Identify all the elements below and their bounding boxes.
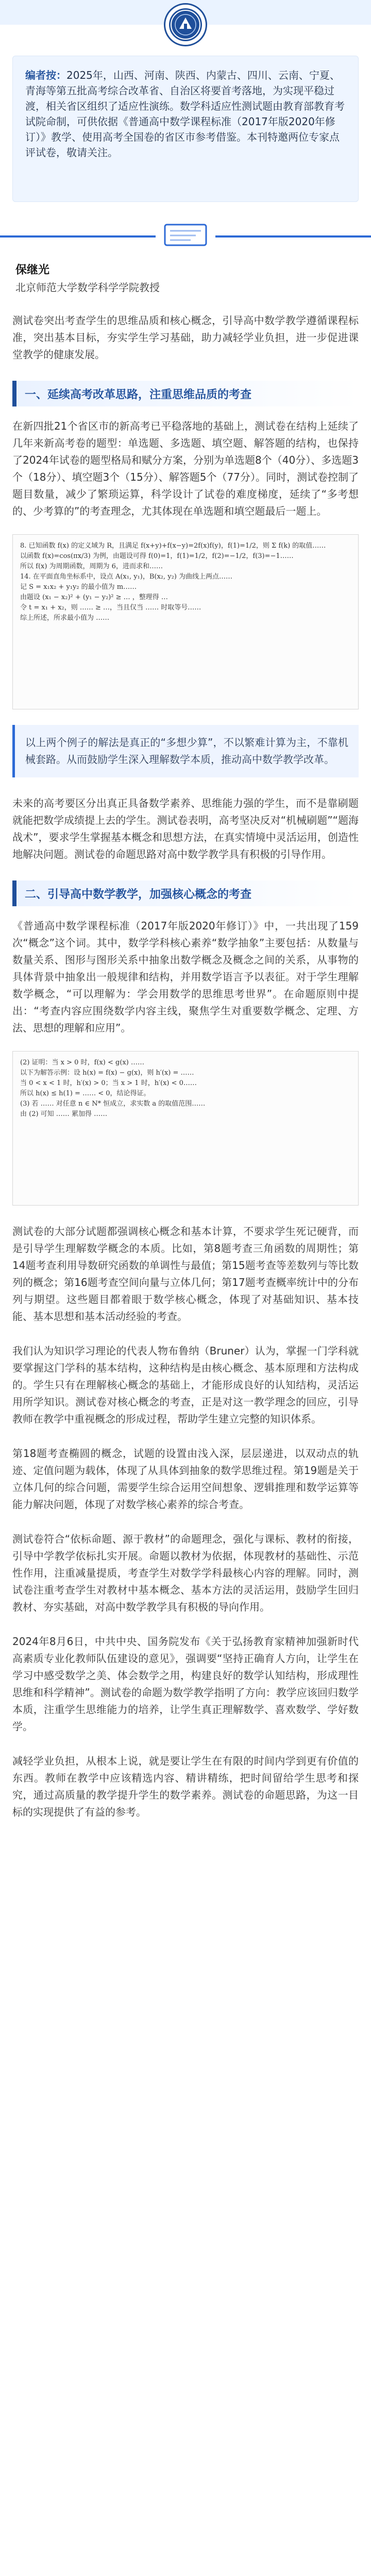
section2-paragraph-5: 测试卷符合“依标命题、源于教材”的命题理念，强化与课标、教材的衔接，引导中学教学依标扎实开展。命题以教材为依据，体现教材的基础性、示范性作用，注重减量提质，考查学生对数学学科最核心内容的理解。同时，测试卷注重考查学生对教材中基本概念、基本方法的灵活运用，鼓励学生回归教材、夯实基础，对高中数学教学具有积极的导向作用。 — [12, 1533, 359, 1613]
exam-figure-2-row: 由 (2) 可知 …… 累加得 …… — [20, 1110, 108, 1118]
section-heading-1-text: 一、延续高考改革思路，注重思维品质的考查 — [25, 388, 252, 401]
exam-figure-1-row: 综上所述，所求最小值为 …… — [20, 614, 110, 622]
section2-paragraph-2: 测试卷的大部分试题都强调核心概念和基本计算，不要求学生死记硬背，而是引导学生理解数学概念的本质。比如，第8题考查三角函数的周期性；第14题考查利用导数研究函数的单调性与最值；第15题考查等差数列与等比数列的概念；第16题考查空间向量与立体几何；第17题考查概率统计中的分布列与期望。这些题目都着眼于数学核心概念，体现了对基础知识、基本技能、基本思想和基本活动经验的考查。 — [12, 1225, 359, 1323]
section1-paragraph-2: 未来的高考要区分出真正具备数学素养、思维能力强的学生，而不是靠刷题就能把数学成绩提上去的学生。测试卷表明，高考坚决反对“机械刷题”“题海战术”，要求学生掌握基本概念和思想方法，在真实情境中灵活运用，创造性地解决问题。测试卷的命题思路对高中数学教学具有积极的引导作用。 — [12, 797, 359, 860]
highlight-quote-1 — [12, 725, 359, 777]
exam-figure-2-row: (2) 证明：当 x > 0 时，f(x) < g(x) …… — [20, 1059, 144, 1066]
exam-question-figure-1 — [12, 534, 359, 709]
section2-paragraph-4: 第18题考查椭圆的概念，试题的设置由浅入深，层层递进，以双动点的轨迹、定值问题为载体，体现了从具体到抽象的数学思维过程。第19题是关于立体几何的综合问题，需要学生综合运用空间想象、逻辑推理和数学运算等能力解决问题，体现了对数学核心素养的综合考查。 — [12, 1447, 359, 1511]
section2-paragraph-1: 《普通高中数学课程标准（2017年版2020年修订）》中，一共出现了159次“概念”这个词。其中，数学学科核心素养“数学抽象”主要包括：从数量与数量关系、图形与图形关系中抽象出数学概念及概念之间的关系，从事物的具体背景中抽象出一般规律和结构，并用数学语言予以表征。对于学生理解数学概念，“可以理解为：学会用数学的思维思考世界”。在命题原则中提出：“考查内容应围绕数学内容主线，聚焦学生对重要数学概念、定理、方法、思想的理解和应用”。 — [12, 920, 359, 1034]
exam-figure-2-row: 当 0 < x < 1 时，h′(x) > 0；当 x > 1 时，h′(x) < 0…… — [20, 1079, 197, 1087]
header-band — [0, 0, 371, 25]
exam-figure-2-text — [20, 1058, 351, 1120]
author-name: 保继光 — [15, 264, 50, 277]
section-heading-1 — [12, 381, 359, 406]
exam-figure-2-row: 以下为解答示例：设 h(x) = f(x) − g(x)，则 h′(x) = …… — [20, 1069, 194, 1077]
editor-note-text — [25, 67, 346, 160]
editor-note-body: 2025年，山西、河南、陕西、内蒙古、四川、云南、宁夏、青海等第五批高考综合改革省、自治区将要首考落地，为实现平稳过渡，相关省区组织了适应性演练。数学科适应性测试题由教育部教育考试院命制，可供依据《普通高中数学课程标准（2017年版2020年修订）》教学、使用高考全国卷的省区市参考借鉴。本刊特邀两位专家点评试卷，敬请关注。 — [25, 69, 345, 159]
section-heading-2 — [12, 880, 359, 906]
section1-paragraph-1: 在新四批21个省区市的新高考已平稳落地的基础上，测试卷在结构上延续了几年来新高考卷的题型：单选题、多选题、填空题、解答题的结构，也保持了2024年试卷的题型格局和赋分方案，分别为单选题8个（40分）、多选题3个（18分）、填空题3个（15分）、解答题5个（77分）。同时，测试卷控制了题目数量，减少了繁琐运算，科学设计了试卷的难度梯度，延续了“多考想的、少考算的”的考查理念，尤其体现在单选题和填空题最后一题上。 — [12, 420, 359, 517]
exam-question-figure-2 — [12, 1051, 359, 1206]
exam-figure-2-row: (3) 若 …… 对任意 n ∈ N* 恒成立，求实数 a 的取值范围…… — [20, 1100, 206, 1108]
section-heading-2-text: 二、引导高中数学教学，加强核心概念的考查 — [25, 888, 252, 901]
exam-figure-1-row: 记 S = x₁x₂ + y₁y₂ 的最小值为 m…… — [20, 583, 137, 591]
section2-paragraph-6: 2024年8月6日，中共中央、国务院发布《关于弘扬教育家精神加强新时代高素质专业化教师队伍建设的意见》，强调要“坚持正确育人方向，让学生在学习中感受数学之美、体会数学之用，构建良好的数学认知结构，形成理性思维和科学精神”。测试卷的命题为数学教学指明了方向：教学应该回归数学本质，注重学生思维能力的培养，让学生真正理解数学、喜欢数学、学好数学。 — [12, 1635, 359, 1733]
section2-paragraph-7: 减轻学业负担，从根本上说，就是要让学生在有限的时间内学到更有价值的东西。教师在教学中应该精选内容、精讲精练，把时间留给学生思考和探究，通过高质量的教学提升学生的数学素养。测试卷的命题思路，为这一目标的实现提供了有益的参考。 — [12, 1755, 359, 1818]
author-block — [15, 262, 356, 301]
section2-paragraph-3: 我们认为知识学习理论的代表人物布鲁纳（Bruner）认为，掌握一门学科就要掌握这门学科的基本结构，这种结构是由核心概念、基本原理和方法构成的。学生只有在理解核心概念的基础上，才能形成良好的认知结构，灵活运用所学知识。测试卷对核心概念的考查，正是对这一教学理念的回应，引导教师在教学中重视概念的形成过程，帮助学生建立完整的知识体系。 — [12, 1345, 359, 1425]
decorative-divider-icon — [155, 219, 216, 250]
exam-figure-1-text — [20, 541, 351, 623]
exam-figure-1-row: 14. 在平面直角坐标系中，设点 A(x₁, y₁)，B(x₂, y₂) 为曲线上两点…… — [20, 573, 233, 581]
section-divider — [0, 216, 371, 252]
editor-note-tag: 编者按： — [25, 69, 66, 81]
school-emblem-icon — [169, 8, 202, 41]
exam-figure-1-row: 由题设 (x₁ − x₂)² + (y₁ − y₂)² ≥ … ，整理得 … — [20, 594, 168, 601]
exam-figure-1-row: 所以 f(x) 为周期函数，周期为 6，进而求和…… — [20, 563, 163, 570]
exam-figure-1-row: 令 t = x₁ + x₂，则 …… ≥ …，当且仅当 …… 时取等号…… — [20, 604, 201, 612]
exam-figure-1-row: 以函数 f(x)=cos(πx/3) 为例，由题设可得 f(0)=1，f(1)=1/2，f(2)=−1/2，f(3)=−1…… — [20, 552, 294, 560]
school-emblem — [164, 3, 207, 46]
author-affiliation: 北京师范大学数学科学学院教授 — [15, 281, 160, 294]
exam-figure-1-row: 8. 已知函数 f(x) 的定义域为 R，且满足 f(x+y)+f(x−y)=2f(x)f(y)，f(1)=1/2，则 Σ f(k) 的取值…… — [20, 542, 326, 550]
intro-paragraph: 测试卷突出考查学生的思维品质和核心概念，引导高中数学教学遵循课程标准，突出基本目标，夯实学生学习基础，助力减轻学业负担，进一步促进课堂教学的健康发展。 — [12, 314, 359, 361]
highlight-quote-1-text: 以上两个例子的解法是真正的“多想少算”，不以繁难计算为主，不靠机械套路。从而鼓励学生深入理解数学本质，推动高中数学教学改革。 — [25, 736, 348, 766]
exam-figure-2-row: 所以 h(x) ≤ h(1) = …… < 0，结论得证。 — [20, 1090, 150, 1097]
editor-note — [12, 56, 359, 202]
